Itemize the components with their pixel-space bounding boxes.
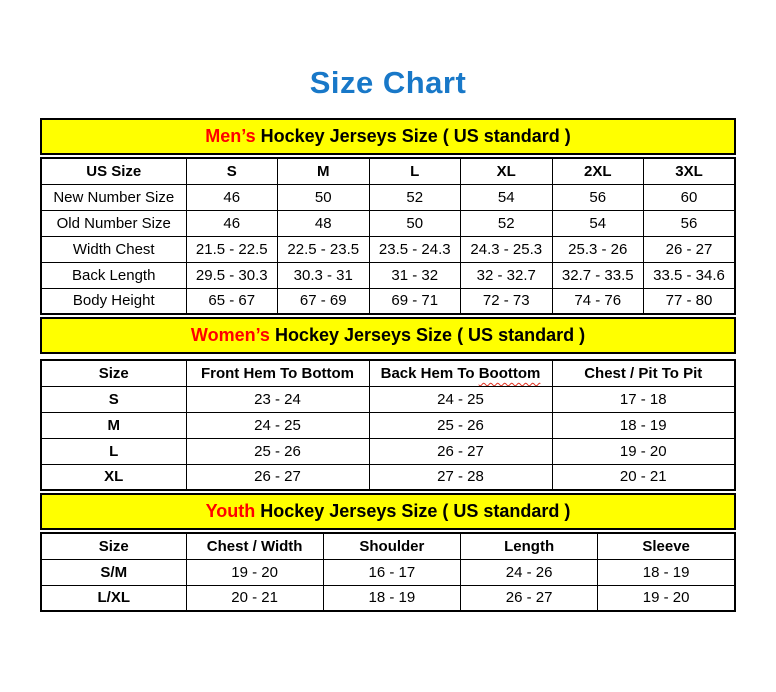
size-value-cell: 74 - 76 [552, 288, 644, 314]
size-value-cell: 27 - 28 [369, 464, 552, 490]
section-youth [40, 493, 736, 612]
row-label: Old Number Size [41, 210, 186, 236]
size-value-cell: 31 - 32 [369, 262, 461, 288]
row-label: M [41, 412, 186, 438]
size-chart-container [40, 118, 736, 612]
column-header: L [369, 158, 461, 184]
size-value-cell: 19 - 20 [598, 585, 735, 611]
size-value-cell: 69 - 71 [369, 288, 461, 314]
womens-size-table [40, 359, 736, 491]
size-value-cell: 25.3 - 26 [552, 236, 644, 262]
table-row [41, 412, 735, 438]
row-label: S/M [41, 559, 186, 585]
table-row [41, 288, 735, 314]
table-row [41, 559, 735, 585]
section-header-womens [40, 317, 736, 354]
row-label: New Number Size [41, 184, 186, 210]
size-value-cell: 26 - 27 [644, 236, 736, 262]
size-value-cell: 17 - 18 [552, 386, 735, 412]
size-value-cell: 50 [369, 210, 461, 236]
row-label: Back Length [41, 262, 186, 288]
column-header: Size [41, 360, 186, 386]
youth-size-table [40, 532, 736, 612]
size-value-cell: 18 - 19 [598, 559, 735, 585]
table-row [41, 210, 735, 236]
table-row [41, 386, 735, 412]
header-row [41, 533, 735, 559]
size-value-cell: 26 - 27 [186, 464, 369, 490]
column-header: XL [461, 158, 553, 184]
section-title-highlight: Women’s [190, 325, 270, 345]
column-header: Front Hem To Bottom [186, 360, 369, 386]
row-label: L [41, 438, 186, 464]
mens-size-table [40, 157, 736, 315]
table-row [41, 464, 735, 490]
size-value-cell: 25 - 26 [369, 412, 552, 438]
size-value-cell: 24 - 26 [461, 559, 598, 585]
size-value-cell: 22.5 - 23.5 [278, 236, 370, 262]
size-value-cell: 54 [461, 184, 553, 210]
size-value-cell: 52 [369, 184, 461, 210]
header-row [41, 360, 735, 386]
size-value-cell: 20 - 21 [186, 585, 323, 611]
size-value-cell: 23.5 - 24.3 [369, 236, 461, 262]
size-value-cell: 50 [278, 184, 370, 210]
size-value-cell: 46 [186, 210, 278, 236]
column-header: Shoulder [323, 533, 460, 559]
section-header-youth [40, 493, 736, 530]
size-value-cell: 24 - 25 [369, 386, 552, 412]
size-value-cell: 56 [644, 210, 736, 236]
size-value-cell: 18 - 19 [552, 412, 735, 438]
column-header: Chest / Pit To Pit [552, 360, 735, 386]
row-label: Width Chest [41, 236, 186, 262]
column-header: Back Hem To Boottom [369, 360, 552, 386]
size-value-cell: 46 [186, 184, 278, 210]
section-title-highlight: Youth [205, 501, 256, 521]
size-value-cell: 26 - 27 [461, 585, 598, 611]
size-value-cell: 33.5 - 34.6 [644, 262, 736, 288]
size-value-cell: 30.3 - 31 [278, 262, 370, 288]
column-header: Chest / Width [186, 533, 323, 559]
size-value-cell: 65 - 67 [186, 288, 278, 314]
size-value-cell: 56 [552, 184, 644, 210]
row-label: Body Height [41, 288, 186, 314]
table-row [41, 438, 735, 464]
column-header: Length [461, 533, 598, 559]
size-value-cell: 32.7 - 33.5 [552, 262, 644, 288]
table-row [41, 585, 735, 611]
row-label: XL [41, 464, 186, 490]
size-value-cell: 20 - 21 [552, 464, 735, 490]
size-value-cell: 32 - 32.7 [461, 262, 553, 288]
column-header: M [278, 158, 370, 184]
section-womens [40, 317, 736, 491]
column-header: Size [41, 533, 186, 559]
size-value-cell: 16 - 17 [323, 559, 460, 585]
column-header: 2XL [552, 158, 644, 184]
table-row [41, 236, 735, 262]
row-label: L/XL [41, 585, 186, 611]
section-header-mens [40, 118, 736, 155]
size-value-cell: 25 - 26 [186, 438, 369, 464]
size-value-cell: 24.3 - 25.3 [461, 236, 553, 262]
size-value-cell: 18 - 19 [323, 585, 460, 611]
size-value-cell: 21.5 - 22.5 [186, 236, 278, 262]
section-title-rest: Hockey Jerseys Size ( US standard ) [269, 325, 586, 345]
size-value-cell: 19 - 20 [186, 559, 323, 585]
column-header: S [186, 158, 278, 184]
size-value-cell: 67 - 69 [278, 288, 370, 314]
section-mens [40, 118, 736, 315]
column-header: Sleeve [598, 533, 735, 559]
misspelled-word: Boottom [478, 364, 541, 382]
section-title-highlight: Men’s [205, 126, 256, 146]
row-label: S [41, 386, 186, 412]
size-value-cell: 29.5 - 30.3 [186, 262, 278, 288]
size-value-cell: 19 - 20 [552, 438, 735, 464]
size-value-cell: 60 [644, 184, 736, 210]
size-value-cell: 48 [278, 210, 370, 236]
column-header: 3XL [644, 158, 736, 184]
section-title-rest: Hockey Jerseys Size ( US standard ) [255, 126, 571, 146]
table-row [41, 184, 735, 210]
page-title: Size Chart [309, 65, 467, 100]
column-header: US Size [41, 158, 186, 184]
size-value-cell: 77 - 80 [644, 288, 736, 314]
section-title-rest: Hockey Jerseys Size ( US standard ) [255, 501, 571, 521]
size-value-cell: 24 - 25 [186, 412, 369, 438]
size-value-cell: 26 - 27 [369, 438, 552, 464]
size-value-cell: 23 - 24 [186, 386, 369, 412]
size-value-cell: 72 - 73 [461, 288, 553, 314]
size-value-cell: 54 [552, 210, 644, 236]
header-row [41, 158, 735, 184]
size-value-cell: 52 [461, 210, 553, 236]
table-row [41, 262, 735, 288]
